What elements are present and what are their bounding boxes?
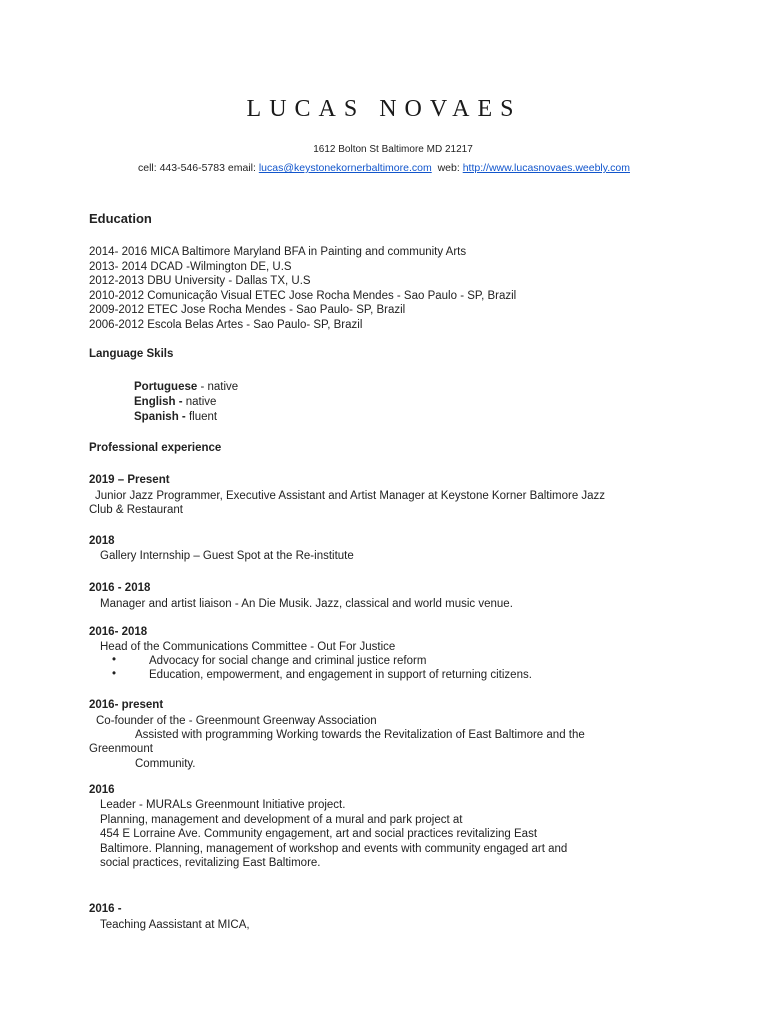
job-description: Planning, management and development of a mural and park project at xyxy=(100,814,463,826)
education-item: 2010-2012 Comunicação Visual ETEC Jose Rocha Mendes - Sao Paulo - SP, Brazil xyxy=(89,289,517,302)
education-item: 2006-2012 Escola Belas Artes - Sao Paulo- SP, Brazil xyxy=(89,318,363,331)
language-level: native xyxy=(207,381,239,393)
job-description: Junior Jazz Programmer, Executive Assistant and Artist Manager at Keystone Korner Baltimore Jazz xyxy=(95,490,606,502)
education-heading: Education xyxy=(89,211,152,226)
language-name: Spanish - xyxy=(134,411,186,423)
address: 1612 Bolton St Baltimore MD 21217 xyxy=(313,144,473,155)
language-name: Portuguese xyxy=(134,381,198,393)
language-heading: Language Skils xyxy=(89,348,174,360)
job-date: 2018 xyxy=(89,535,115,547)
job-description: Leader - MURALs Greenmount Initiative project. xyxy=(100,799,346,811)
resume-name: LUCAS NOVAES xyxy=(246,96,522,122)
bullet-text: Education, empowerment, and engagement in support of returning citizens. xyxy=(149,669,532,681)
language-item xyxy=(134,380,238,395)
education-item: 2009-2012 ETEC Jose Rocha Mendes - Sao Paulo- SP, Brazil xyxy=(89,304,406,316)
job-date: 2019 – Present xyxy=(89,474,170,486)
job-date: 2016 - xyxy=(89,903,122,915)
language-name: English - xyxy=(134,396,183,408)
web-link[interactable]: http://www.lucasnovaes.weebly.com xyxy=(462,162,630,174)
bullet-icon: • xyxy=(112,668,117,680)
education-item: 2014- 2016 MICA Baltimore Maryland BFA in Painting and community Arts xyxy=(89,246,467,258)
bullet-text: Advocacy for social change and criminal justice reform xyxy=(149,655,427,667)
job-description: Manager and artist liaison - An Die Musik. Jazz, classical and world music venue. xyxy=(100,598,513,610)
job-description: social practices, revitalizing East Baltimore. xyxy=(100,857,321,869)
job-description: Head of the Communications Committee - Out For Justice xyxy=(100,641,396,653)
job-description: Community. xyxy=(135,758,196,770)
language-item xyxy=(134,410,238,425)
job-description: Assisted with programming Working towards the Revitalization of East Baltimore and the xyxy=(135,729,585,741)
education-item: 2012-2013 DBU University - Dallas TX, U.S xyxy=(89,275,311,287)
bullet-icon: • xyxy=(112,654,117,666)
job-date: 2016- 2018 xyxy=(89,626,148,638)
experience-heading: Professional experience xyxy=(89,442,222,454)
language-sep: - xyxy=(197,381,208,393)
email-label: email: xyxy=(227,162,256,174)
language-level: fluent xyxy=(188,411,218,423)
job-description: Gallery Internship – Guest Spot at the Re-institute xyxy=(100,550,354,562)
job-description: Teaching Aassistant at MICA, xyxy=(100,919,250,931)
job-description: Greenmount xyxy=(89,743,153,755)
job-date: 2016- present xyxy=(89,699,164,711)
language-item xyxy=(134,395,238,410)
job-description: Baltimore. Planning, management of workshop and events with community engaged art and xyxy=(100,843,568,855)
education-list xyxy=(89,245,516,332)
job-description: 454 E Lorraine Ave. Community engagement, art and social practices revitalizing East xyxy=(100,828,538,840)
job-description: Co-founder of the - Greenmount Greenway Association xyxy=(96,715,377,727)
language-list xyxy=(134,380,238,425)
email-link[interactable]: lucas@keystonekornerbaltimore.com xyxy=(258,162,432,174)
web-label: web: xyxy=(437,162,460,174)
contact-line xyxy=(0,162,768,174)
cell-phone: cell: 443-546-5783 xyxy=(137,162,225,174)
job-date: 2016 - 2018 xyxy=(89,582,151,594)
job-date: 2016 xyxy=(89,784,115,796)
job-description: Club & Restaurant xyxy=(89,504,183,516)
education-item: 2013- 2014 DCAD -Wilmington DE, U.S xyxy=(89,260,292,273)
language-level: native xyxy=(185,396,217,408)
